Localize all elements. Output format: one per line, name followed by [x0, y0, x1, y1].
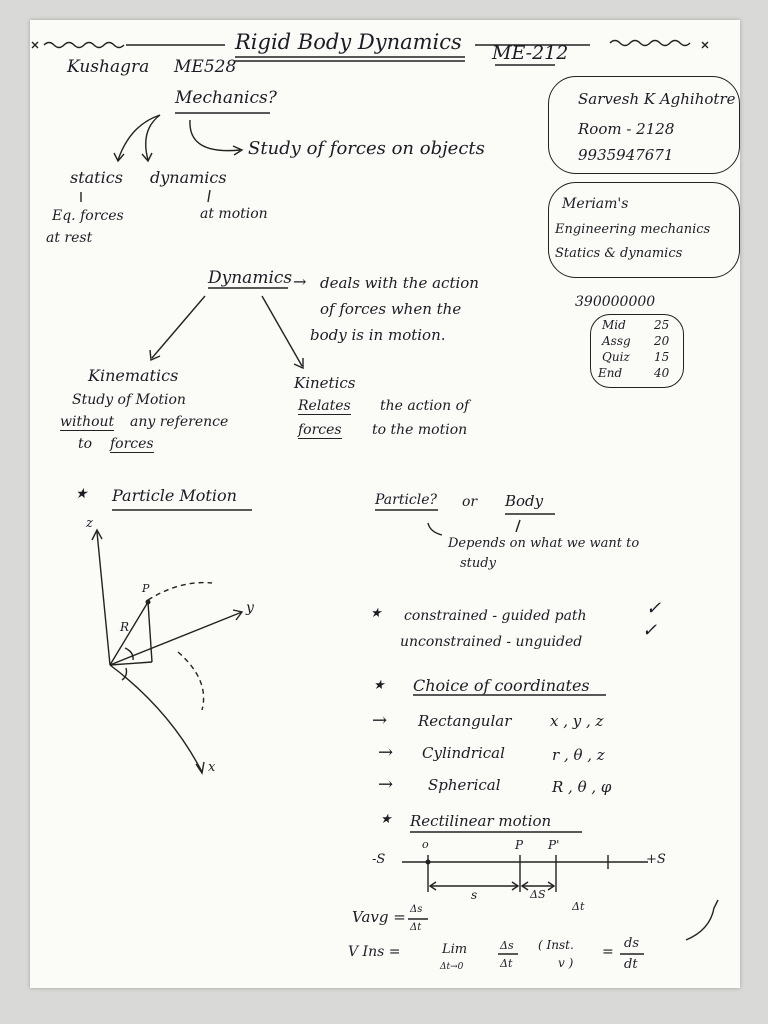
notebook-page [30, 20, 740, 988]
origin-dot [426, 860, 431, 865]
vector-label-r: R [120, 620, 130, 634]
dynamics-def-3: body is in motion. [310, 326, 446, 344]
point-p-label: P [515, 838, 524, 852]
axis-label-y: y [246, 600, 254, 616]
point-label-p: P [142, 582, 150, 595]
delta-s-label: ΔS [530, 888, 546, 901]
arrow-definition [190, 120, 240, 151]
arrow-kinetics [262, 296, 302, 366]
page-flourish [686, 900, 718, 940]
inst-note-2: v ) [558, 956, 574, 970]
depends-line-1: Depends on what we want to [448, 536, 640, 551]
kinetics-def-forces: forces [298, 422, 342, 438]
grading-label-assg: Assg [602, 334, 631, 348]
dynamics-note-motion: at motion [200, 206, 268, 222]
particle-question: Particle? [375, 492, 438, 508]
grading-value-mid: 25 [654, 318, 670, 332]
arrow-dynamics [146, 115, 160, 160]
drop-line [148, 602, 152, 662]
coord-name-rectangular: Rectangular [418, 712, 512, 730]
inst-note-1: ( Inst. [538, 938, 574, 952]
particle-dot [146, 600, 151, 605]
ds-numerator: ds [624, 936, 639, 951]
mechanics-definition: Study of forces on objects [248, 138, 485, 159]
z-axis [97, 532, 110, 665]
statics-note-forces: Eq. forces [52, 208, 124, 224]
axis-label-z: z [86, 516, 93, 531]
kinematics-def-1: Study of Motion [72, 392, 186, 408]
equals-sign: = [602, 944, 614, 960]
sph-arrow-icon: → [378, 774, 394, 795]
instructor-phone: 9935947671 [578, 146, 674, 164]
dynamics-heading: Dynamics [208, 268, 293, 288]
coord-vars-rectangular: x , y , z [550, 712, 604, 730]
point-p-prime-label: P' [548, 838, 560, 852]
rectilinear-star-icon: ★ [380, 812, 392, 827]
grading-label-end: End [598, 366, 623, 380]
body-question: Body [505, 492, 544, 510]
arrow-kinematics [152, 296, 205, 358]
v-avg-denominator: Δt [410, 922, 422, 933]
page-title: Rigid Body Dynamics [235, 30, 462, 54]
constrained-check-icon: ✓ [646, 598, 662, 619]
v-ins-label: V Ins = [348, 944, 401, 960]
kinematics-label: Kinematics [88, 366, 179, 385]
coord-name-spherical: Spherical [428, 776, 501, 794]
particle-star-icon: ★ [75, 486, 88, 502]
dynamics-def-1: deals with the action [320, 274, 479, 292]
grading-label-quiz: Quiz [602, 350, 630, 364]
constrained-text: constrained - guided path [404, 608, 587, 624]
kinematics-def-reference: any reference [130, 414, 229, 430]
book-author: Meriam's [562, 196, 629, 212]
x-axis [110, 665, 202, 772]
grading-value-assg: 20 [654, 334, 670, 348]
grading-label-mid: Mid [602, 318, 626, 332]
kinetics-def-relates: Relates [298, 398, 351, 414]
ins-numerator: Δs [500, 939, 514, 952]
dynamics-arrow: → [293, 272, 307, 291]
kinetics-def-action: the action of [380, 398, 470, 414]
unconstrained-check-icon: ✓ [642, 620, 658, 641]
instructor-room: Room - 2128 [578, 120, 675, 138]
author-name: Kushagra [67, 57, 150, 77]
kinematics-def-forces: forces [110, 436, 154, 452]
statics-label: statics [70, 168, 123, 187]
s-label: s [471, 888, 478, 902]
projection-path [178, 652, 204, 710]
origin-label: o [422, 838, 429, 851]
coord-vars-spherical: R , θ , φ [552, 778, 612, 796]
coordinates-heading: Choice of coordinates [413, 676, 590, 695]
limit-subscript: Δt→0 [440, 962, 464, 972]
coord-name-cylindrical: Cylindrical [422, 744, 505, 762]
y-axis [110, 612, 242, 665]
depends-line-2: study [460, 556, 496, 571]
rect-arrow-icon: → [372, 710, 388, 731]
header-cross-left [32, 42, 38, 48]
depends-arrow-left [428, 523, 442, 535]
instructor-name: Sarvesh K Aghihotre [578, 90, 736, 108]
particle-path [148, 583, 212, 600]
book-subtitle: Statics & dynamics [555, 246, 683, 261]
limit-label: Lim [442, 942, 468, 957]
header-squiggle-left [44, 43, 124, 48]
v-avg-numerator: Δs [410, 904, 423, 915]
kinematics-def-to: to [78, 436, 93, 452]
dt-denominator: dt [624, 957, 638, 972]
rectilinear-heading: Rectilinear motion [410, 812, 552, 830]
grading-value-quiz: 15 [654, 350, 670, 364]
delta-t-label: Δt [572, 900, 585, 913]
ins-denominator: Δt [500, 957, 513, 970]
course-code: ME-212 [492, 42, 569, 64]
particle-or: or [462, 494, 478, 510]
header-squiggle-right [610, 41, 690, 46]
coord-vars-cylindrical: r , θ , z [552, 746, 605, 764]
axis-label-x: x [208, 760, 216, 775]
dynamics-def-2: of forces when the [320, 300, 462, 318]
pos-s-label: +S [646, 852, 666, 867]
unconstrained-text: unconstrained - unguided [400, 634, 583, 650]
header-cross-right [702, 42, 708, 48]
book-title: Engineering mechanics [555, 222, 711, 237]
neg-s-label: -S [372, 852, 386, 867]
author-code: ME528 [174, 57, 237, 77]
kinematics-def-without: without [60, 414, 115, 430]
constrained-star-icon: ★ [370, 606, 382, 621]
kinetics-def-motion: to the motion [372, 422, 468, 438]
coordinates-star-icon: ★ [373, 678, 385, 693]
dynamics-down-arrow [208, 190, 210, 202]
grading-value-end: 40 [654, 366, 670, 380]
depends-arrow-right [516, 520, 520, 532]
dynamics-label: dynamics [150, 168, 227, 187]
cyl-arrow-icon: → [378, 742, 394, 763]
v-avg-label: Vavg = [352, 908, 406, 926]
particle-motion-heading: Particle Motion [112, 486, 237, 505]
kinetics-label: Kinetics [294, 374, 356, 392]
mechanics-heading: Mechanics? [175, 88, 277, 108]
statics-note-rest: at rest [46, 230, 93, 246]
grading-number: 390000000 [575, 294, 656, 310]
